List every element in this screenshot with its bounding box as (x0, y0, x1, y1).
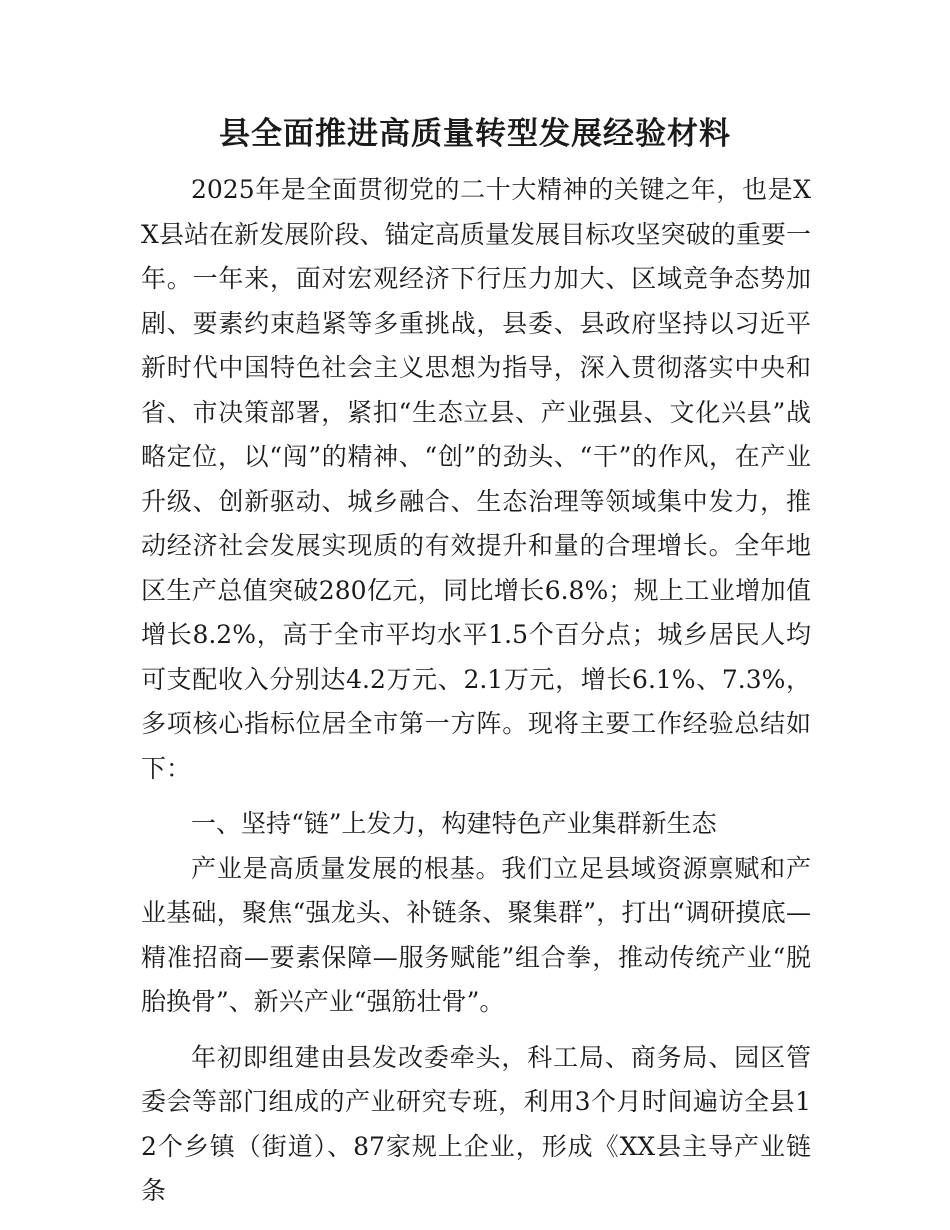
document-body (141, 168, 811, 1214)
intro-paragraph: 2025年是全面贯彻党的二十大精神的关键之年，也是XX县站在新发展阶段、锚定高质量发展目标攻坚突破的重要一年。一年来，面对宏观经济下行压力加大、区域竞争态势加剧、要素约束趋紧等多重挑战，县委、县政府坚持以习近平新时代中国特色社会主义思想为指导，深入贯彻落实中央和省、市决策部署，紧扣“生态立县、产业强县、文化兴县”战略定位，以“闯”的精神、“创”的劲头、“干”的作风，在产业升级、创新驱动、城乡融合、生态治理等领域集中发力，推动经济社会发展实现质的有效提升和量的合理增长。全年地区生产总值突破280亿元，同比增长6.8%；规上工业增加值增长8.2%，高于全市平均水平1.5个百分点；城乡居民人均可支配收入分别达4.2万元、2.1万元，增长6.1%、7.3%，多项核心指标位居全市第一方阵。现将主要工作经验总结如下： (141, 175, 811, 783)
section-1-paragraph-1: 产业是高质量发展的根基。我们立足县域资源禀赋和产业基础，聚焦“强龙头、补链条、聚集群”，打出“调研摸底—精准招商—要素保障—服务赋能”组合拳，推动传统产业“脱胎换骨”、新兴产业“强筋壮骨”。 (141, 853, 811, 1016)
section-1-heading: 一、坚持“链”上发力，构建特色产业集群新生态 (191, 809, 717, 838)
section-1-paragraph-2: 年初即组建由县发改委牵头，科工局、商务局、园区管委会等部门组成的产业研究专班，利用3个月时间遍访全县12个乡镇（街道）、87家规上企业，形成《XX县主导产业链条 (141, 1042, 811, 1205)
document-title: 县全面推进高质量转型发展经验材料 (219, 116, 731, 152)
